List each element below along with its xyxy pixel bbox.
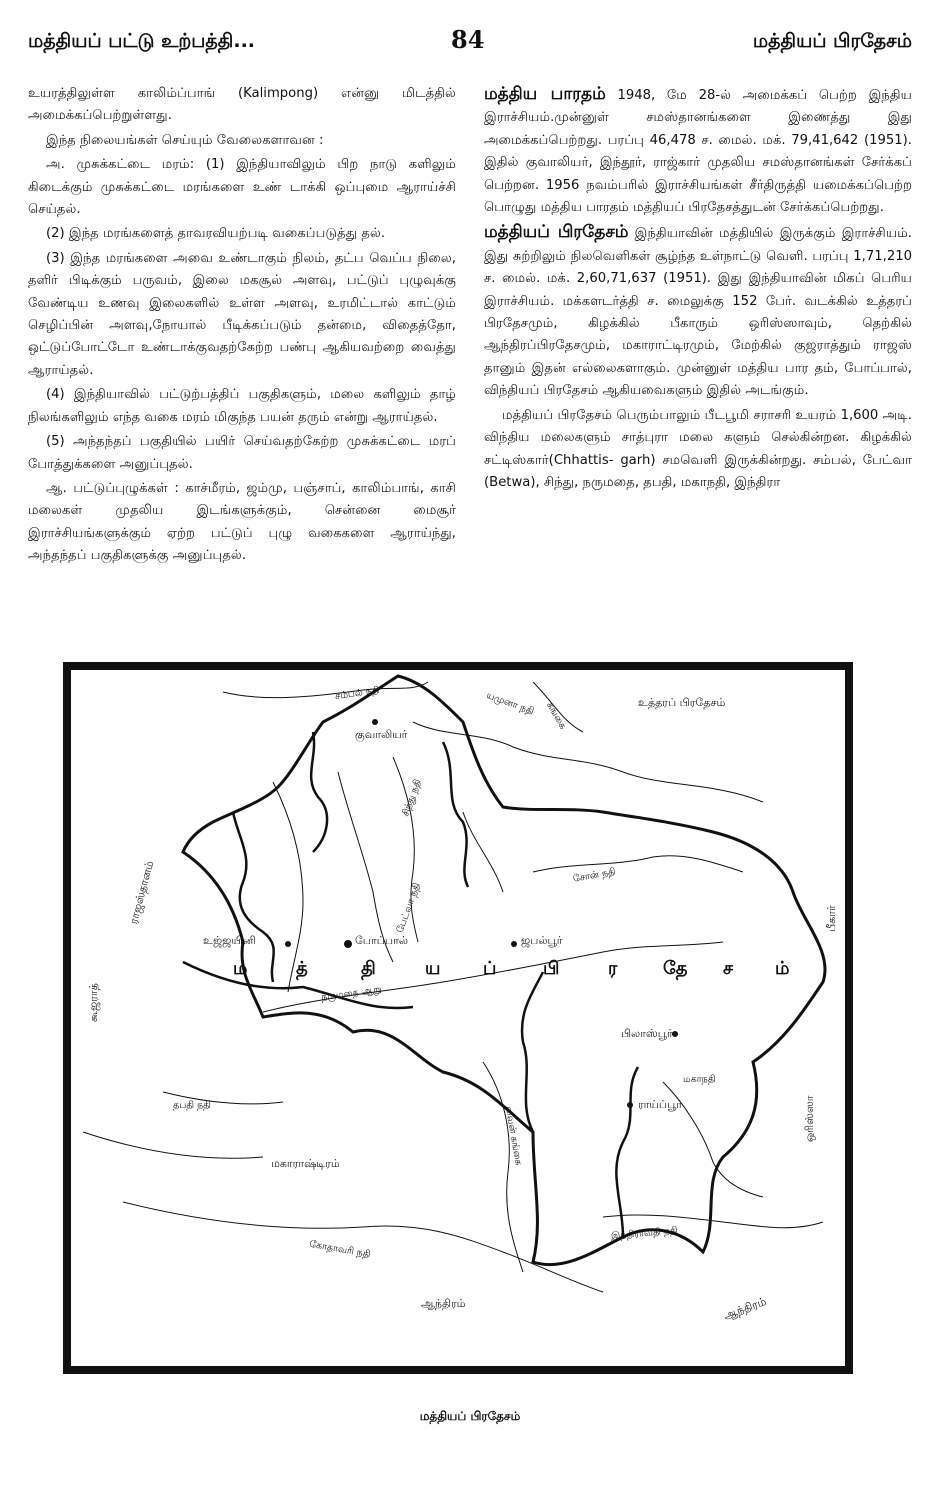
section-head-madhya-bharat: மத்திய பாரதம் xyxy=(484,84,606,104)
left-para-6: (4) இந்தியாவில் பட்டுற்பத்திப் பகுதிகளும், மலை களிலும் தாழ் நிலங்களிலும் எந்த வகை மரம் மிகுந்த பயன் தரும் என்று ஆராய்தல். xyxy=(28,387,456,425)
region-label-rajasthan: ராஜஸ்தானம் xyxy=(127,859,157,926)
city-label-bhopal: போப்பால் xyxy=(355,934,408,947)
map-frame xyxy=(67,666,849,1370)
right-para-3: மத்தியப் பிரதேசம் பெரும்பாலும் பீடபூமி சராசரி உயரம் 1,600 அடி. விந்திய மலைகளும் சாத்புரா மலை களும் செல்கின்றன. கிழக்கில் சட்டிஸ்கார்(Chhattis- garh) சமவெளி இருக்கின்றது. சம்பல், பேட்வா (Betwa), சிந்து, நருமதை, தபதி, மகாநதி, இந்திரா xyxy=(484,407,912,490)
left-para-2: இந்த நிலையங்கள் செய்யும் வேலைகளாவன : xyxy=(46,132,324,148)
left-para-5: (3) இந்த மரங்களை அவை உண்டாகும் நிலம், தட்ப வெப்ப நிலை, தளிர் பிடிக்கும் பருவம், இலை மகசூல் அளவு, பட்டுப் புழுவுக்கு வேண்டிய உணவு இலைகளில் உள்ள அளவு, உரமிட்டால் காட்டும் செழிப்பின் அளவு,நோயால் பீடிக்கப்படும் தன்மை, விதைத்தோ, ஒட்டுப்போட்டோ உண்டாக்குவதற்கேற்ற பண்பு ஆகியவற்றை வைத்து ஆராய்தல். xyxy=(28,250,456,378)
map-drawing xyxy=(63,662,853,1374)
region-label-andhra: ஆந்திரம் xyxy=(421,1297,466,1310)
river-label-godavari: கோதாவரி நதி xyxy=(308,1238,372,1261)
state-letter-3: தி xyxy=(361,958,376,979)
state-letter-2: த் xyxy=(296,958,308,979)
left-para-8: ஆ. பட்டுப்புழுக்கள் : காச்மீரம், ஜம்மு, பஞ்சாப், காலிம்பாங், காசி மலைகள் முதலிய இடங்களுக்கும், சென்னை மைசூர் இராச்சியங்களுக்கும் ஏற்ற பட்டுப் புழு வகைகளை ஆராய்ந்து, அந்தந்தப் பகுதிகளுக்கு அனுப்புதல். xyxy=(28,480,456,564)
river-label-mahanadi: மகாநதி xyxy=(683,1074,716,1085)
city-dot-ujjain xyxy=(285,941,291,947)
section-text-madhya-bharat: 1948, மே 28-ல் அமைக்கப் பெற்ற இந்திய இராச்சியம்.முன்னுள் சமஸ்தானங்களை இணைத்து இது அமைக்கப்பெற்றது. பரப்பு 46,478 ச. மைல். மக். 79,41,642 (1951). இதில் குவாலியர், இந்தூர், ராஜ்கார் முதலிய சமஸ்தானங்கள் சேர்க்கப் பெற்றன. 1956 நவம்பரில் இராச்சியங்கள் சீர்திருத்தி யமைக்கப்பெற்ற பொழுது மத்திய பாரதம் மத்தியப் பிரதேசத்துடன் சேர்க்கப்பெற்றது. xyxy=(484,88,912,216)
region-label-orissa: ஒரிஸ்ஸா xyxy=(803,1095,816,1142)
city-label-bilaspur: பிலாஸ்பூர் xyxy=(621,1027,673,1040)
section-head-madhya-pradesh: மத்தியப் பிரதேசம் xyxy=(484,222,629,243)
region-label-uttar-pradesh: உத்தரப் பிரதேசம் xyxy=(638,696,726,709)
state-letter-4: ய xyxy=(425,958,441,979)
state-letter-7: ர xyxy=(608,958,618,979)
page-header xyxy=(28,22,912,62)
state-letter-9: ச xyxy=(723,958,733,979)
river-label-indravati: இந்திராவதி நதி xyxy=(610,1225,679,1242)
section-text-madhya-pradesh: இந்தியாவின் மத்தியில் இருக்கும் இராச்சியம். இது சுற்றிலும் நிலவெளிகள் சூழ்ந்த உள்நாட்டு வெளி. பரப்பு 1,71,210 ச. மைல். மக். 2,60,71,637 (1951). இது இந்தியாவின் மிகப் பெரிய இராச்சியம். மக்களடர்த்தி ச. மைலுக்கு 152 பேர். வடக்கில் உத்தரப் பிரதேசமும், கிழக்கில் பீகாரும் ஒரிஸ்ஸாவும், தெற்கில் ஆந்திரப்பிரதேசமும், மகாராட்டிரமும், மேற்கில் குஜராத்தும் ராஜஸ் தானும் இதன் எல்லைகளாகும். முன்னுள் மத்திய பார தம், போப்பால், விந்தியப் பிரதேசம் ஆகியவைகளும் இதில் அடங்கும். xyxy=(484,226,912,399)
region-label-gujarat: கூஜராத் xyxy=(87,983,100,1022)
city-dot-bhopal xyxy=(344,940,352,948)
right-para-2 xyxy=(484,221,912,402)
map-figure xyxy=(63,662,853,1374)
right-para-1 xyxy=(484,83,912,219)
river-label-sindhu: சிந்து நதி xyxy=(400,777,424,818)
river-label-yamuna: யமுனா நதி xyxy=(484,689,536,718)
state-letter-5: ப் xyxy=(483,958,497,979)
river-label-son: சோன் நதி xyxy=(572,866,617,885)
river-label-narmada: நருமதை ஆறு xyxy=(320,983,383,1004)
state-letter-1: ம xyxy=(233,958,248,979)
river-label-tapti: தபதி நதி xyxy=(173,1100,211,1111)
region-label-maharashtra: மகாராஷ்டிரம் xyxy=(271,1157,340,1170)
river-label-wainganga: வைன் கங்கை xyxy=(502,1105,524,1167)
running-title-right: மத்தியப் பிரதேசம் xyxy=(752,30,912,52)
city-label-raipur: ராய்ப்பூர் xyxy=(638,1098,683,1111)
city-dot-gwalior xyxy=(372,719,378,725)
state-letter-8: தே xyxy=(663,958,688,979)
city-dot-jabalpur xyxy=(511,941,517,947)
region-label-bihar: பீகார் xyxy=(825,905,838,932)
left-para-3: அ. முசுக்கட்டை மரம்: (1) இந்தியாவிலும் பிற நாடு களிலும் கிடைக்கும் முசுக்கட்டை மரங்களை உண் டாக்கி ஒப்புமை ஆராய்ச்சி செய்தல். xyxy=(28,157,456,218)
page-number: 84 xyxy=(451,25,485,54)
city-label-gwalior: குவாலியர் xyxy=(355,728,408,741)
left-para-7: (5) அந்தந்தப் பகுதியில் பயிர் செய்வதற்கேற்ற முசுக்கட்டை மரப் போத்துக்களை அனுப்புதல். xyxy=(28,434,456,472)
inner-boundary-5 xyxy=(522,972,543,1132)
left-para-1: உயரத்திலுள்ள காலிம்ப்பாங் (Kalimpong) என்னு மிடத்தில் அமைக்கப்பெற்றுள்ளது. xyxy=(28,86,456,124)
left-para-4: (2) இந்த மரங்களைத் தாவரவியற்படி வகைப்படுத்து தல். xyxy=(46,226,386,242)
running-title-left: மத்தியப் பட்டு உற்பத்தி... xyxy=(28,30,256,52)
city-dot-raipur xyxy=(627,1102,633,1108)
city-label-jabalpur: ஜபல்பூர் xyxy=(521,934,563,947)
river-label-ganga: கங்கை xyxy=(544,700,569,732)
region-label-andhra-east: ஆந்திரம் xyxy=(721,1294,769,1323)
river-label-betwa: பேட்வா நதி xyxy=(394,881,423,935)
inner-boundary-2 xyxy=(311,732,327,852)
inner-boundary-6 xyxy=(616,1067,638,1237)
city-label-ujjain: உஜ்ஜயினி xyxy=(203,934,256,947)
state-letter-6: பி xyxy=(543,958,560,979)
left-column xyxy=(28,83,456,570)
map-caption: மத்தியப் பிரதேசம் xyxy=(419,1409,521,1423)
state-letter-10: ம் xyxy=(775,958,790,979)
river-label-chambal: சம்பல் நதி xyxy=(334,684,381,703)
right-column xyxy=(484,83,912,496)
inner-boundary-1 xyxy=(233,812,274,982)
